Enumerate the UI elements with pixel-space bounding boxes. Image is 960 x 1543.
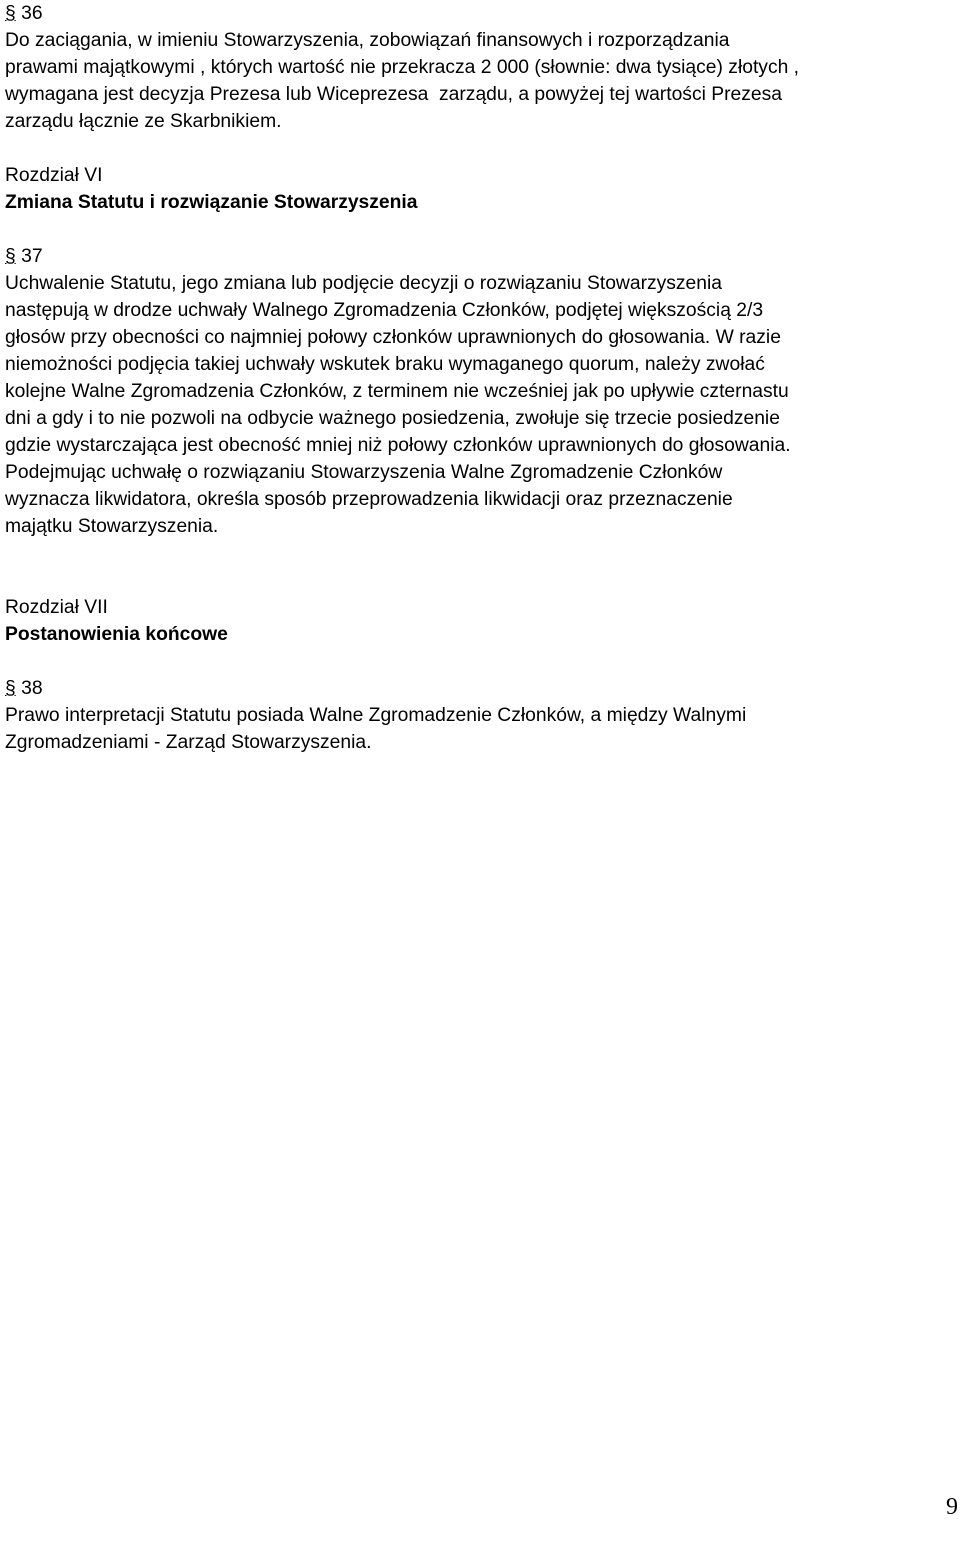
paragraph-line: Podejmując uchwałę o rozwiązaniu Stowarzyszenia Walne Zgromadzenie Członków <box>5 462 723 483</box>
section-heading <box>5 243 955 270</box>
section-number: 37 <box>21 246 43 267</box>
section-number: 38 <box>21 678 43 699</box>
section-heading <box>5 0 955 27</box>
spacer <box>5 540 955 594</box>
section-37 <box>5 243 955 540</box>
section-38 <box>5 675 955 756</box>
paragraph-line: niemożności podjęcia takiej uchwały wskutek braku wymaganego quorum, należy zwołać <box>5 354 765 375</box>
paragraph-line: kolejne Walne Zgromadzenia Członków, z terminem nie wcześniej jak po upływie czternastu <box>5 381 789 402</box>
section-symbol: § <box>5 3 16 24</box>
chapter-7 <box>5 594 955 648</box>
paragraph-line: wyznacza likwidatora, określa sposób przeprowadzenia likwidacji oraz przeznaczenie <box>5 489 733 510</box>
chapter-label: Rozdział VI <box>5 165 103 186</box>
document-page <box>5 0 955 756</box>
paragraph-line: Uchwalenie Statutu, jego zmiana lub podjęcie decyzji o rozwiązaniu Stowarzyszenia <box>5 273 723 294</box>
chapter-label: Rozdział VII <box>5 597 108 618</box>
paragraph-line: następują w drodze uchwały Walnego Zgromadzenia Członków, podjętej większością 2/3 <box>5 300 764 321</box>
section-36 <box>5 0 955 135</box>
paragraph-line: Prawo interpretacji Statutu posiada Walne Zgromadzenie Członków, a między Walnymi <box>5 705 747 726</box>
paragraph-line: dni a gdy i to nie pozwoli na odbycie ważnego posiedzenia, zwołuje się trzecie posiedzenie <box>5 408 780 429</box>
paragraph-line: wymagana jest decyzja Prezesa lub Wiceprezesa zarządu, a powyżej tej wartości Prezesa <box>5 84 782 105</box>
spacer <box>5 648 955 675</box>
spacer <box>5 135 955 162</box>
paragraph-line: prawami majątkowymi , których wartość nie przekracza 2 000 (słownie: dwa tysiące) złotych , <box>5 57 800 78</box>
paragraph-line: głosów przy obecności co najmniej połowy członków uprawnionych do głosowania. W razie <box>5 327 781 348</box>
spacer <box>5 216 955 243</box>
paragraph-line: gdzie wystarczająca jest obecność mniej niż połowy członków uprawnionych do głosowania. <box>5 435 791 456</box>
section-heading <box>5 675 955 702</box>
paragraph-line: Do zaciągania, w imieniu Stowarzyszenia, zobowiązań finansowych i rozporządzania <box>5 30 730 51</box>
paragraph-line: zarządu łącznie ze Skarbnikiem. <box>5 111 282 132</box>
section-symbol: § <box>5 678 16 699</box>
paragraph-line: Zgromadzeniami - Zarząd Stowarzyszenia. <box>5 732 372 753</box>
page-number: 9 <box>946 1494 958 1520</box>
chapter-6 <box>5 162 955 216</box>
section-number: 36 <box>21 3 43 24</box>
paragraph-line: majątku Stowarzyszenia. <box>5 516 219 537</box>
chapter-title: Zmiana Statutu i rozwiązanie Stowarzyszenia <box>5 192 418 213</box>
chapter-title: Postanowienia końcowe <box>5 624 228 645</box>
section-symbol: § <box>5 246 16 267</box>
